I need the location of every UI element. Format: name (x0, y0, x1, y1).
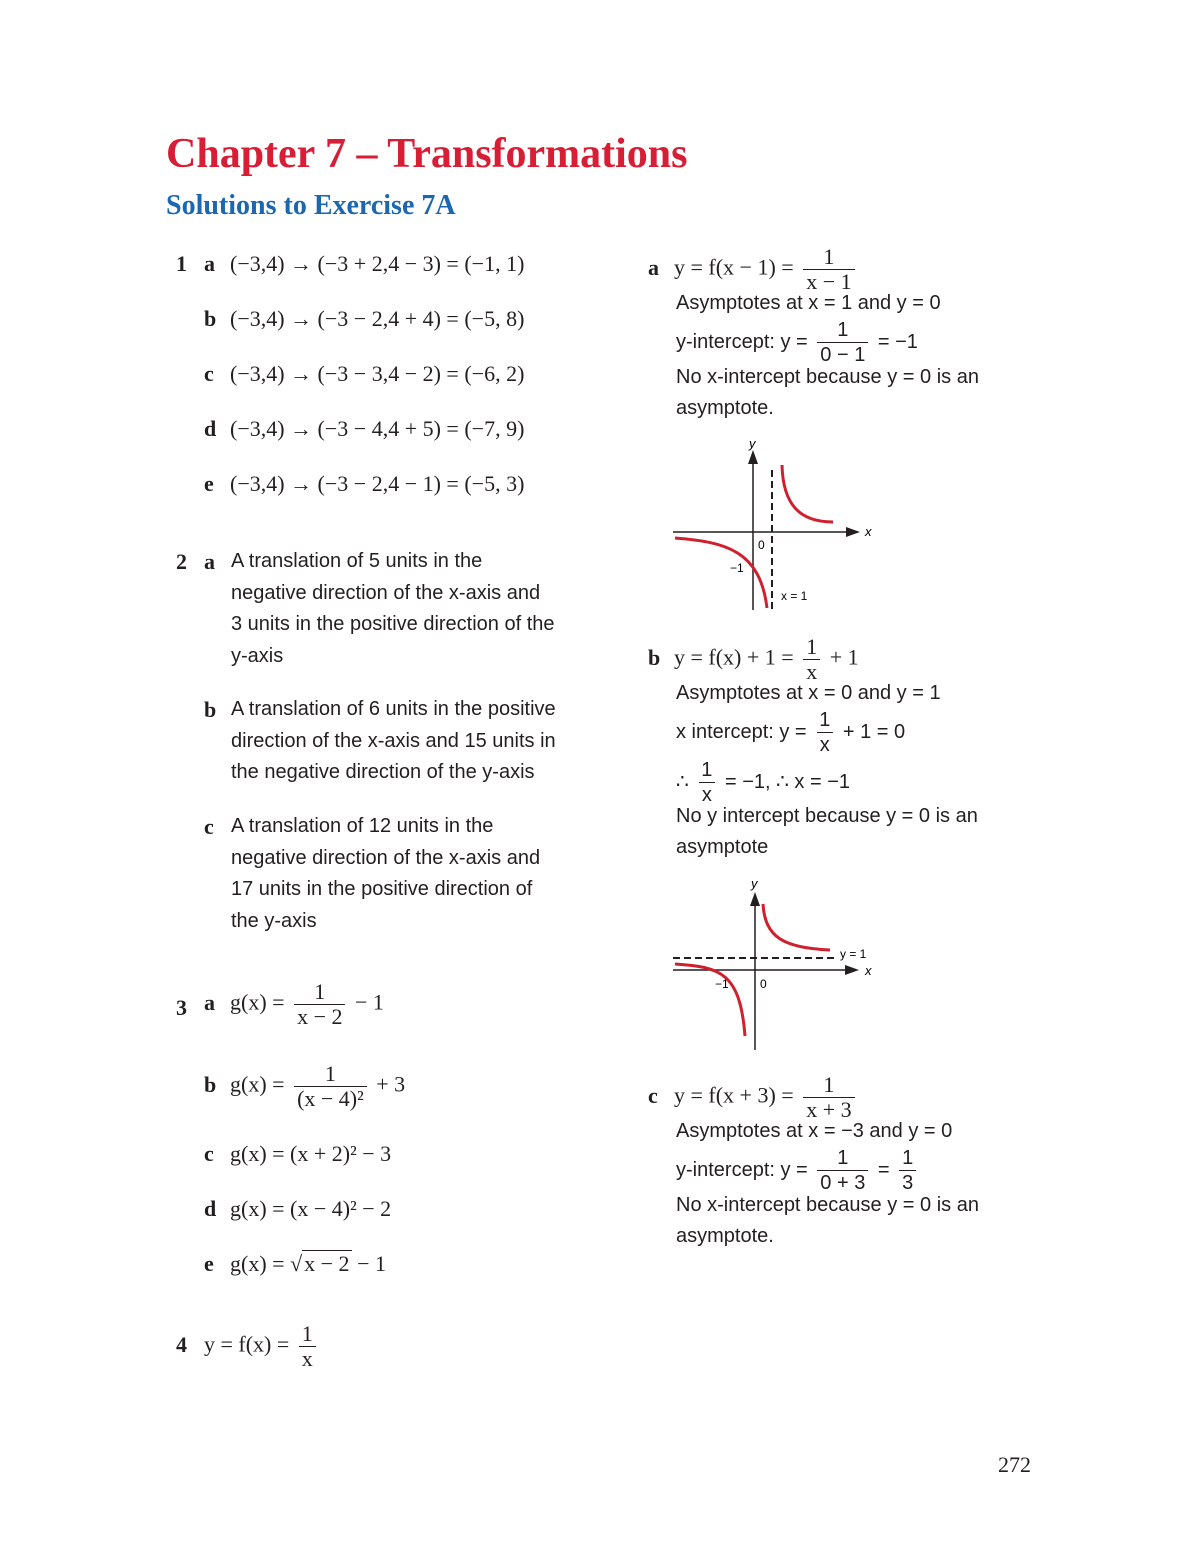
page-number: 272 (998, 1452, 1031, 1477)
item-label: c (204, 814, 214, 839)
curve-branch (675, 964, 745, 1036)
intercept-text: x intercept: y = $\frac{1}{x}$ + 1 = 0 (676, 709, 906, 756)
note-text: asymptote. (676, 397, 774, 419)
fraction: $\frac{1}{3}$ (899, 1146, 916, 1195)
answer-2a: A translation of 5 units in the negative direction of the x-axis and 3 units in the positive direction of the y-axis (231, 550, 555, 667)
origin-label: 0 (760, 977, 767, 991)
fraction: $\frac{1}{x - 2}$ (294, 980, 345, 1029)
fraction: $\frac{1}{0 - 1}$ (817, 318, 868, 367)
x-axis-label: x (865, 524, 872, 539)
item-label: b (204, 697, 217, 722)
tick-label: −1 (730, 561, 744, 575)
fraction: $\frac{1}{x + 3}$ (803, 1073, 854, 1122)
note-text: No x-intercept because y = 0 is an (676, 1194, 979, 1216)
item-label: a (204, 549, 215, 574)
fraction: $\frac{1}{x}$ (299, 1322, 316, 1371)
note-text: asymptote (676, 836, 769, 858)
equation: b y = f(x) + 1 = $\frac{1}{x}$ + 1 (648, 634, 859, 684)
origin-label: 0 (758, 538, 765, 552)
graph-4b (665, 872, 885, 1052)
list-item: b (−3,4) → (−3 − 2,4 + 4) = (−5, 8) (204, 306, 525, 331)
note-text: No x-intercept because y = 0 is an (676, 366, 979, 388)
fraction: $\frac{1}{0 + 3}$ (817, 1146, 868, 1195)
fraction: $\frac{1}{x}$ (816, 708, 833, 757)
section-subtitle: Solutions to Exercise 7A (166, 190, 456, 221)
intercept-text: y-intercept: y = $\frac{1}{0 + 3}$ = $\frac{1}{3}$ (676, 1146, 920, 1195)
fraction: $\frac{1}{x}$ (803, 635, 820, 684)
curve-branch (763, 904, 830, 950)
list-item: d (−3,4) → (−3 − 4,4 + 5) = (−7, 9) (204, 416, 525, 441)
therefore-text: ∴ $\frac{1}{x}$ = −1, ∴ x = −1 (676, 759, 851, 806)
equation: a y = f(x − 1) = $\frac{1}{x - 1}$ (648, 245, 859, 294)
answer-3d: d g(x) = (x − 4)² − 2 (204, 1196, 392, 1221)
y-axis-arrow-icon (750, 892, 760, 906)
asymptote-label: y = 1 (840, 947, 867, 961)
y-axis-arrow-icon (748, 450, 758, 464)
asymptote-label: x = 1 (781, 589, 808, 603)
asymptote-text: Asymptotes at x = 0 and y = 1 (676, 682, 941, 704)
question-number: 2 (176, 549, 187, 574)
note-text: asymptote. (676, 1225, 774, 1247)
y-axis-label: y (751, 876, 758, 891)
fraction: $\frac{1}{x - 1}$ (803, 245, 854, 294)
answer-3c: c g(x) = (x + 2)² − 3 (204, 1141, 392, 1166)
graph-4a (665, 430, 885, 615)
list-item: e (−3,4) → (−3 − 2,4 − 1) = (−5, 3) (204, 471, 525, 496)
x-axis-arrow-icon (846, 527, 860, 537)
list-item: a (−3,4) → (−3 + 2,4 − 3) = (−1, 1) (204, 251, 525, 276)
fraction: $\frac{1}{\text{(x − 4)²}}$ (294, 1062, 367, 1111)
page-title: Chapter 7 – Transformations (166, 131, 688, 177)
tick-label: −1 (715, 977, 729, 991)
intercept-text: y-intercept: y = $\frac{1}{0 - 1}$ = −1 (676, 319, 918, 366)
question-4: 4 y = f(x) = $\frac{1}{x}$ (176, 1322, 320, 1371)
list-item: c (−3,4) → (−3 − 3,4 − 2) = (−6, 2) (204, 361, 525, 386)
curve-branch (782, 465, 833, 522)
question-number: 3 (176, 995, 187, 1020)
x-axis-label: x (865, 963, 872, 978)
question-number: 1 (176, 251, 187, 276)
asymptote-text: Asymptotes at x = 1 and y = 0 (676, 292, 941, 314)
answer-3a: a g(x) = $\frac{1}{x - 2}$ − 1 (204, 979, 384, 1029)
note-text: No y intercept because y = 0 is an (676, 805, 978, 827)
x-axis-arrow-icon (845, 965, 859, 975)
asymptote-text: Asymptotes at x = −3 and y = 0 (676, 1120, 953, 1142)
answer-2b: A translation of 6 units in the positive direction of the x-axis and 15 units in the negative direction of the y-axis (231, 698, 556, 783)
answer-3e: e g(x) = √x − 2 − 1 (204, 1251, 386, 1276)
answer-3b: b g(x) = $\frac{1}{\text{(x − 4)²}}$ + 3 (204, 1061, 406, 1111)
answer-2c: A translation of 12 units in the negative direction of the x-axis and 17 units in the positive direction of the y-axis (231, 815, 541, 932)
fraction: $\frac{1}{x}$ (698, 758, 715, 807)
sqrt-icon: √ (290, 1251, 303, 1276)
equation: c y = f(x + 3) = $\frac{1}{x + 3}$ (648, 1073, 859, 1122)
y-axis-label: y (749, 436, 756, 451)
